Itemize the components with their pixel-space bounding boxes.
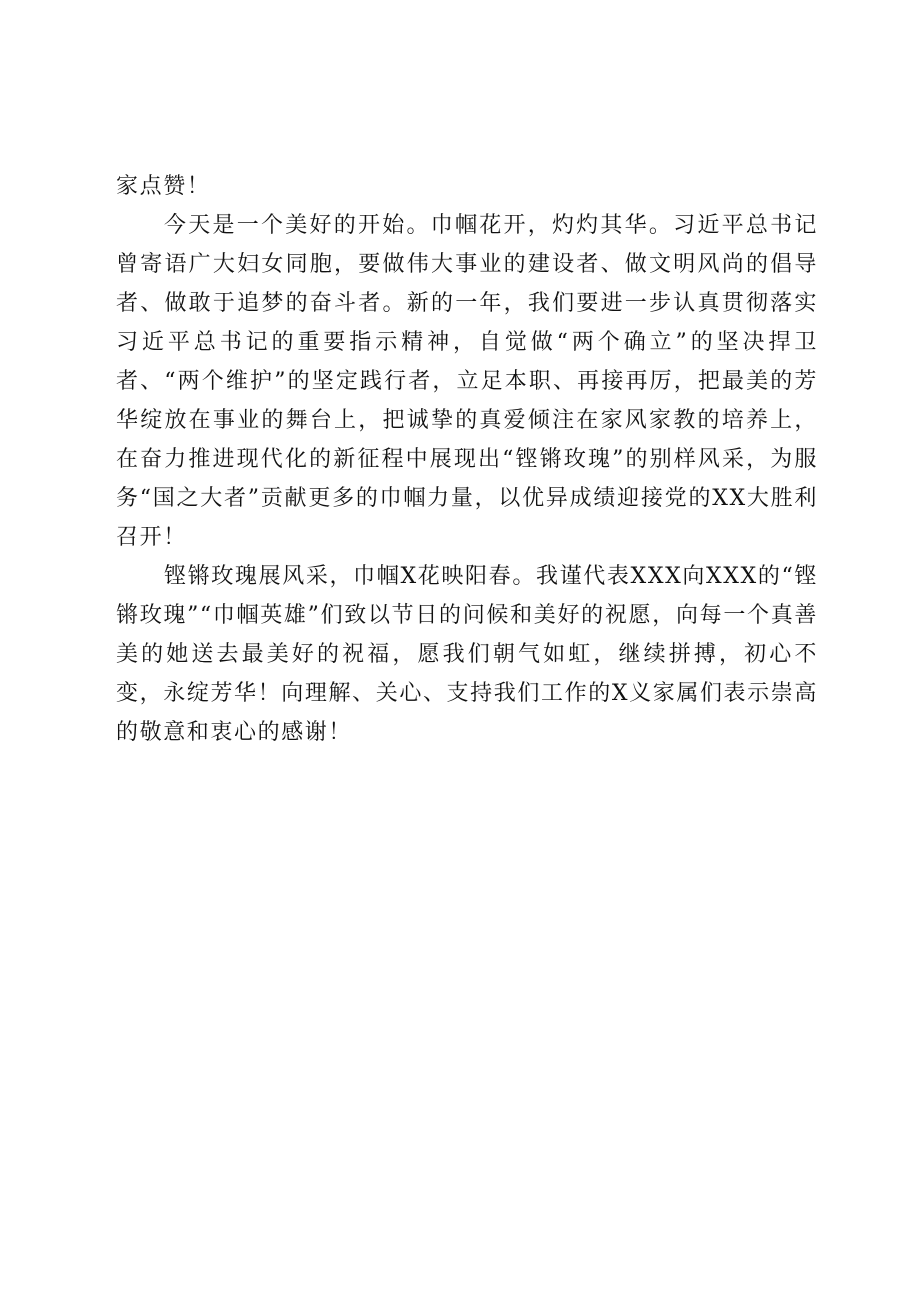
paragraph-new-beginning: 今天是一个美好的开始。巾帼花开，灼灼其华。习近平总书记曾寄语广大妇女同胞，要做伟大事业的建设者、做文明风尚的倡导者、做敢于追梦的奋斗者。新的一年，我们要进一步认真贯彻落实习近平总书记的重要指示精神，自觉做“两个确立”的坚决捍卫者、“两个维护”的坚定践行者，立足本职、再接再厉，把最美的芳华绽放在事业的舞台上，把诚挚的真爱倾注在家风家教的培养上，在奋力推进现代化的新征程中展现出“铿锵玫瑰”的别样风采，为服务“国之大者”贡献更多的巾帼力量，以优异成绩迎接党的XX大胜利召开！ [116, 213, 818, 550]
document-body [116, 167, 818, 752]
paragraph-continued: 家点赞！ [116, 174, 211, 199]
paragraph-greetings: 铿锵玫瑰展风采，巾帼X花映阳春。我谨代表XXX向XXX的“铿锵玫瑰”“巾帼英雄”们致以节日的问候和美好的祝愿，向每一个真善美的她送去最美好的祝福，愿我们朝气如虹，继续拼搏，初心不变，永绽芳华！向理解、关心、支持我们工作的X义家属们表示崇高的敬意和衷心的感谢！ [116, 564, 818, 745]
